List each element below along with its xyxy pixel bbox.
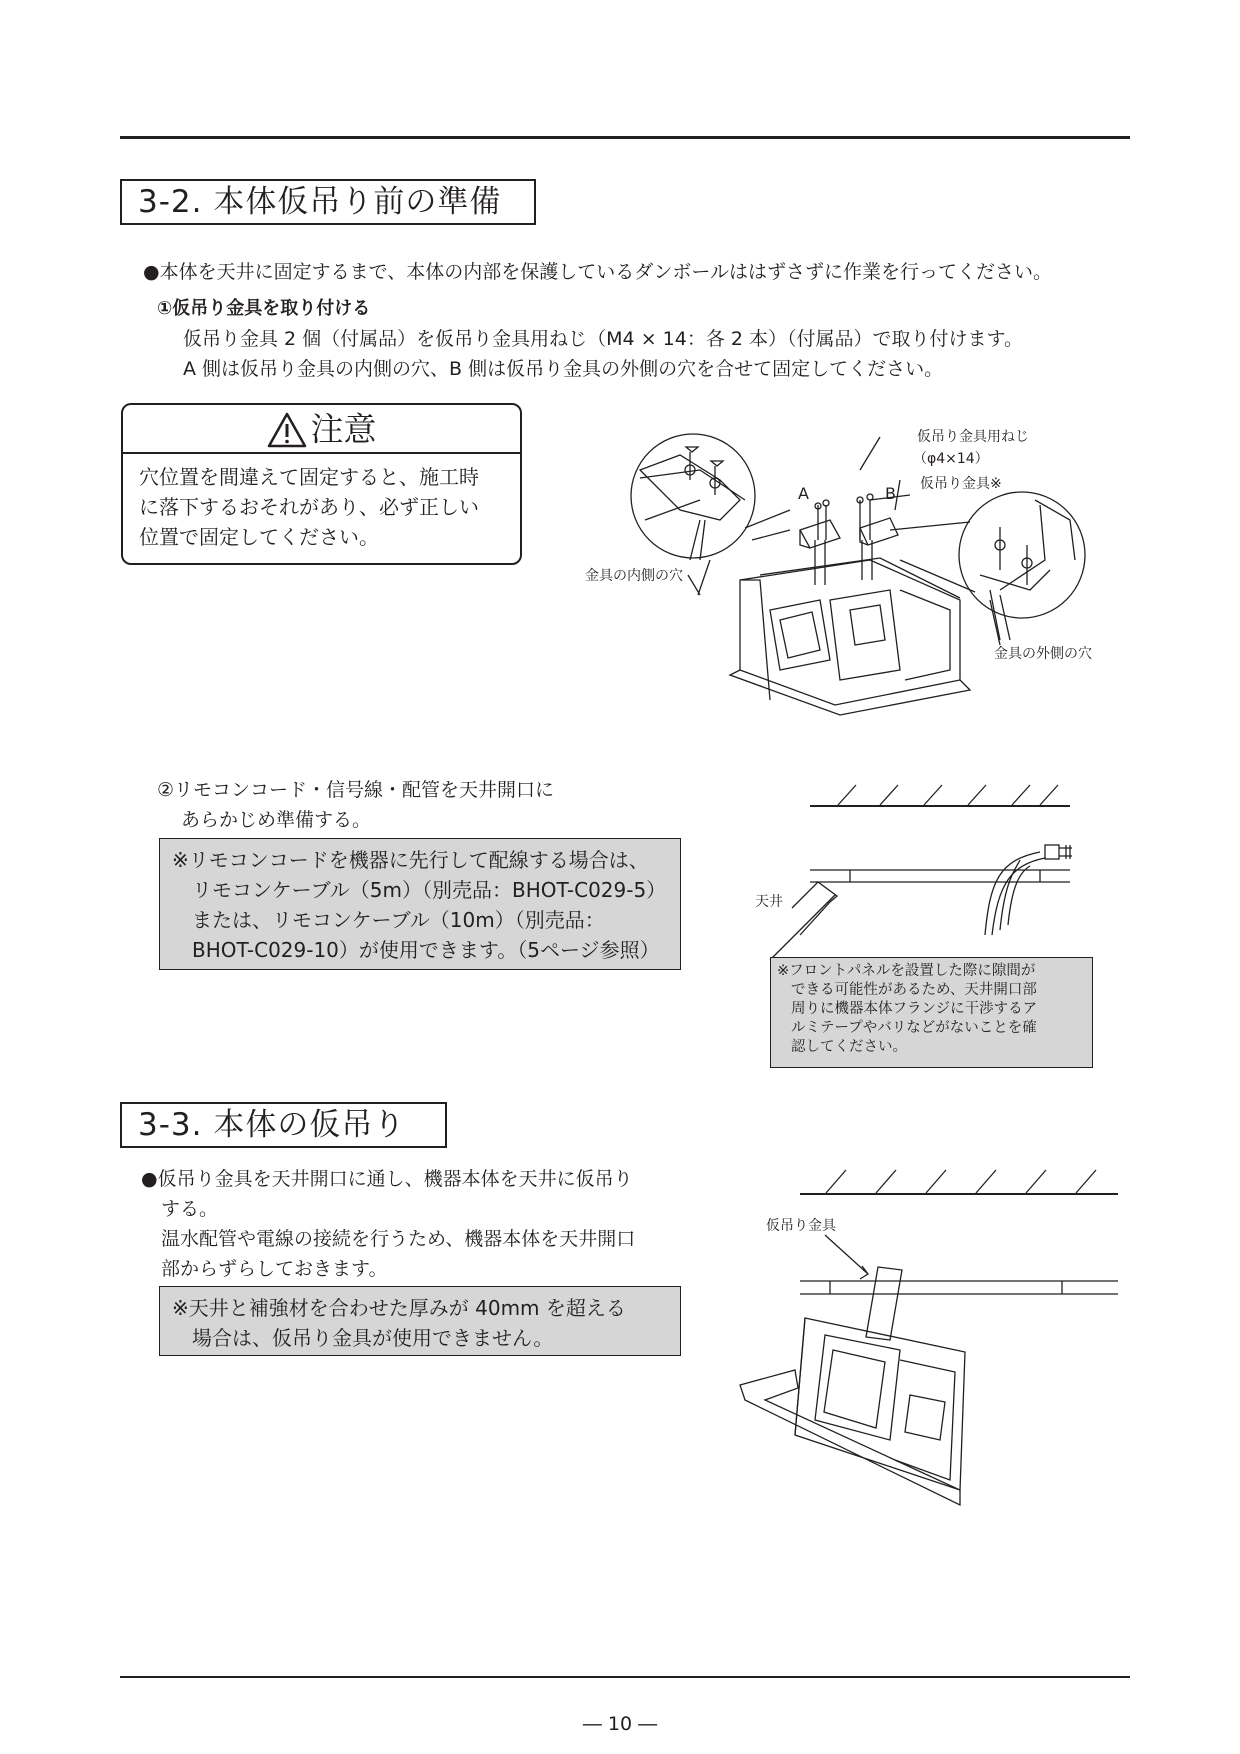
label-inner-hole: 金具の内側の穴 xyxy=(585,568,683,584)
label-hanging-bracket: 仮吊り金具 xyxy=(766,1218,836,1234)
note-line: 場合は、仮吊り金具が使用できません。 xyxy=(192,1326,554,1350)
note-line: リモコンケーブル（5m）（別売品：BHOT-C029-5） xyxy=(192,878,667,902)
section-3-3-bullet-line2: する。 xyxy=(161,1198,219,1220)
section-3-3-text-line2: 部からずらしておきます。 xyxy=(161,1258,388,1280)
note-line: 周りに機器本体フランジに干渉するア xyxy=(791,1001,1038,1017)
note-line: BHOT-C029-10）が使用できます。（5ページ参照） xyxy=(192,938,660,962)
step1-line1: 仮吊り金具 2 個（付属品）を仮吊り金具用ねじ（M4 × 14：各 2 本）（付属品）で取り付けます。 xyxy=(183,328,1023,350)
caution-line: に落下するおそれがあり、必ず正しい xyxy=(139,495,479,519)
caution-line: 位置で固定してください。 xyxy=(139,525,379,549)
note-line: 認してください。 xyxy=(791,1039,907,1055)
section-3-3-text-line1: 温水配管や電線の接続を行うため、機器本体を天井開口 xyxy=(161,1228,636,1250)
label-side-b: B xyxy=(885,484,896,503)
section-3-3-bullet-line1: ●仮吊り金具を天井開口に通し、機器本体を天井に仮吊り xyxy=(141,1168,633,1190)
label-screw: 仮吊り金具用ねじ xyxy=(917,429,1029,445)
note-line: または、リモコンケーブル（10m）（別売品： xyxy=(192,908,605,932)
section-3-3-title: 3-3. 本体の仮吊り xyxy=(120,1102,447,1148)
label-ceiling: 天井 xyxy=(755,894,783,910)
section-3-2-bullet: ●本体を天井に固定するまで、本体の内部を保護しているダンボールははずさずに作業を行ってください。 xyxy=(143,261,1053,283)
step1-heading: ①仮吊り金具を取り付ける xyxy=(157,298,371,319)
caution-title: 注意 xyxy=(310,409,377,449)
note-line: ルミテープやバリなどがないことを確 xyxy=(791,1020,1037,1036)
note-line: ※天井と補強材を合わせた厚みが 40mm を超える xyxy=(172,1296,626,1320)
section-3-2-title: 3-2. 本体仮吊り前の準備 xyxy=(120,179,536,225)
step2-line2: あらかじめ準備する。 xyxy=(181,809,372,831)
page-number: ― 10 ― xyxy=(582,1713,658,1735)
step1-line2: A 側は仮吊り金具の内側の穴、B 側は仮吊り金具の外側の穴を合せて固定してください。 xyxy=(183,358,944,380)
note-line: できる可能性があるため、天井開口部 xyxy=(791,982,1037,998)
label-screw-size: （φ4×14） xyxy=(913,451,989,467)
label-outer-hole: 金具の外側の穴 xyxy=(994,646,1092,662)
note-line: ※フロントパネルを設置した際に隙間が xyxy=(777,963,1036,979)
label-side-a: A xyxy=(798,484,809,503)
caution-line: 穴位置を間違えて固定すると、施工時 xyxy=(139,465,479,489)
label-bracket: 仮吊り金具※ xyxy=(920,476,1002,492)
note-line: ※リモコンコードを機器に先行して配線する場合は、 xyxy=(172,848,649,872)
step2-line1: ②リモコンコード・信号線・配管を天井開口に xyxy=(157,779,555,801)
